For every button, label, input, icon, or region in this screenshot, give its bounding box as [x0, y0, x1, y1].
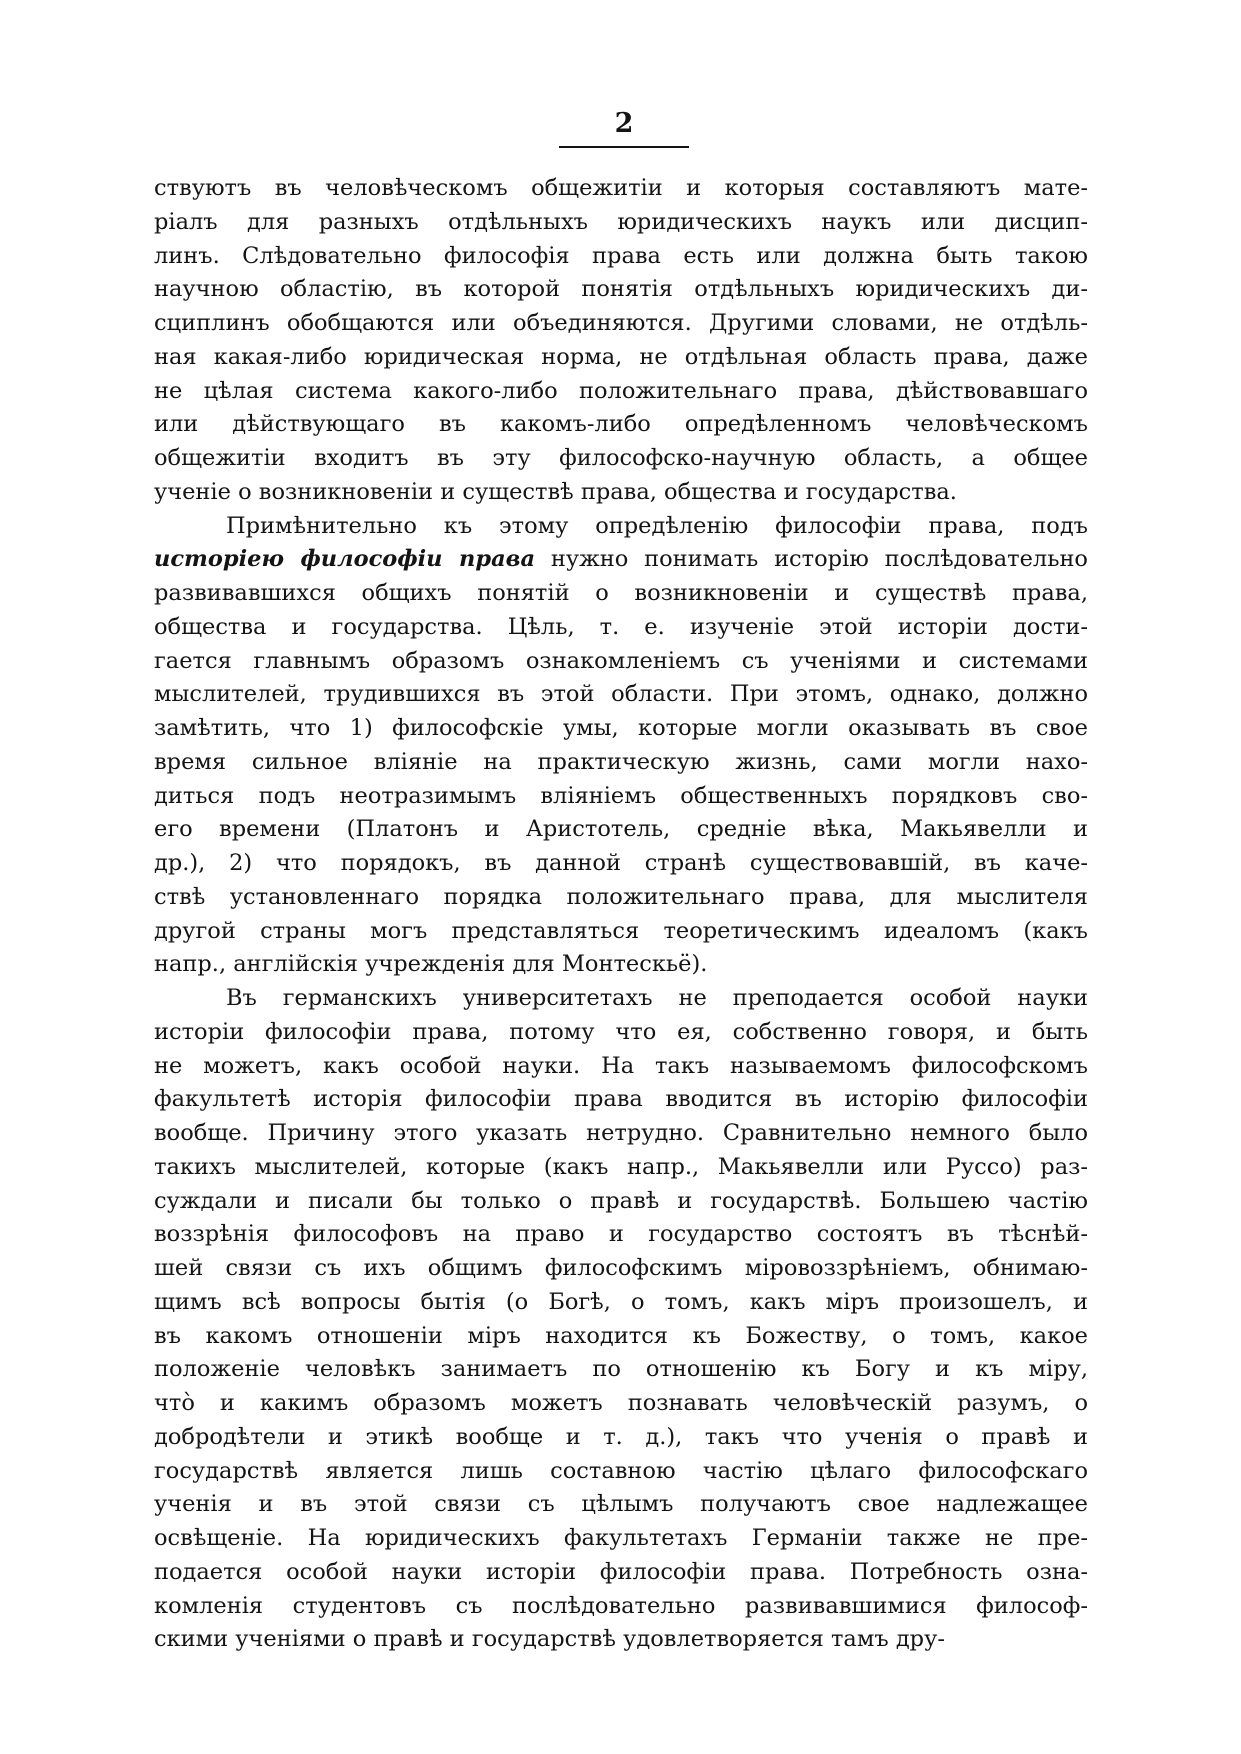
text-line: суждали и писали бы только о правѣ и государствѣ. Большею частію — [154, 1187, 1088, 1214]
text-segment: нужно понимать исторію послѣдовательно — [535, 546, 1088, 573]
text-line: общежитіи входитъ въ эту философско-научную область, а общее — [154, 445, 1088, 471]
text-line: или дѣйствующаго въ какомъ-либо опредѣленномъ человѣческомъ — [154, 411, 1088, 438]
paragraph — [154, 510, 1088, 983]
text-line: ученія и въ этой связи съ цѣлымъ получаютъ свое надлежащее — [154, 1491, 1088, 1518]
text-line: гается главнымъ образомъ ознакомленіемъ съ ученіями и системами — [154, 647, 1088, 674]
text-line: ная какая-либо юридическая норма, не отдѣльная область права, даже — [154, 343, 1088, 370]
text-line: научною областію, въ которой понятія отдѣльныхъ юридическихъ ди- — [154, 276, 1088, 303]
text-line: ріалъ для разныхъ отдѣльныхъ юридическихъ наукъ или дисцип- — [154, 208, 1088, 235]
text-line: освѣщеніе. На юридическихъ факультетахъ Германіи также не пре- — [154, 1525, 1088, 1551]
text-line: др.), 2) что порядокъ, въ данной странѣ существовавшій, въ каче- — [154, 850, 1088, 876]
text-line — [154, 543, 1088, 577]
page-number-rule — [559, 146, 689, 148]
italic-term: исторіею философіи права — [154, 546, 536, 573]
text-line: ствѣ установленнаго порядка положительнаго права, для мыслителя — [154, 883, 1088, 910]
paragraph — [154, 172, 1088, 510]
text-line: ствуютъ въ человѣческомъ общежитіи и которыя составляютъ мате- — [154, 175, 1088, 201]
text-line: въ какомъ отношеніи міръ находится къ Божеству, о томъ, какое — [154, 1322, 1088, 1349]
text-line: Примѣнительно къ этому опредѣленію философіи права, подъ — [226, 512, 1088, 539]
page-number: 2 — [614, 108, 634, 139]
text-line: положеніе человѣкъ занимаетъ по отношенію къ Богу и къ міру, — [154, 1356, 1088, 1383]
text-line: Въ германскихъ университетахъ не преподается особой науки — [226, 985, 1088, 1011]
text-line: мыслителей, трудившихся въ этой области. При этомъ, однако, должно — [154, 681, 1088, 708]
text-line: замѣтить, что 1) философскіе умы, которые могли оказывать въ свое — [154, 715, 1088, 741]
text-line: исторіи философіи права, потому что ея, собственно говоря, и быть — [154, 1018, 1088, 1045]
text-line: воззрѣнія философовъ на право и государство состоятъ въ тѣснѣй- — [154, 1221, 1088, 1248]
text-line: не можетъ, какъ особой науки. На такъ называемомъ философскомъ — [154, 1052, 1088, 1079]
text-line: общества и государства. Цѣль, т. е. изученіе этой исторіи дости- — [154, 613, 1088, 640]
text-line: щимъ всѣ вопросы бытія (о Богѣ, о томъ, какъ міръ произошелъ, и — [154, 1288, 1088, 1315]
text-line: диться подъ неотразимымъ вліяніемъ общественныхъ порядковъ сво- — [154, 782, 1088, 809]
text-line: сциплинъ обобщаются или объединяются. Другими словами, не отдѣль- — [154, 310, 1088, 336]
text-line: скими ученіями о правѣ и государствѣ удовлетворяется тамъ дру- — [154, 1626, 945, 1653]
text-line: развивавшихся общихъ понятій о возникновеніи и существѣ права, — [154, 580, 1088, 606]
text-line: время сильное вліяніе на практическую жизнь, сами могли нахо- — [154, 748, 1088, 775]
text-line: его времени (Платонъ и Аристотель, средніе вѣка, Макьявелли и — [154, 816, 1088, 843]
text-line: линъ. Слѣдовательно философія права есть или должна быть такою — [154, 242, 1088, 269]
text-line: шей связи съ ихъ общимъ философскимъ міровоззрѣніемъ, обнимаю- — [154, 1255, 1088, 1281]
text-line: факультетѣ исторія философіи права вводится въ исторію философіи — [154, 1086, 1088, 1113]
text-line: добродѣтели и этикѣ вообще и т. д.), такъ что ученія о правѣ и — [154, 1423, 1088, 1450]
text-line: другой страны могъ представляться теоретическимъ идеаломъ (какъ — [154, 917, 1088, 944]
text-line: напр., англійскія учрежденія для Монтескьё). — [154, 951, 708, 978]
text-line: подается особой науки исторіи философіи права. Потребность озна- — [154, 1558, 1088, 1585]
text-line: ученіе о возникновеніи и существѣ права, общества и государства. — [154, 478, 957, 505]
body-text — [154, 172, 1088, 1657]
paragraph — [154, 982, 1088, 1657]
text-line: комленія студентовъ съ послѣдовательно развивавшимися философ- — [154, 1592, 1088, 1619]
text-line: государствѣ является лишь составною частію цѣлаго философскаго — [154, 1457, 1088, 1484]
text-line: не цѣлая система какого-либо положительнаго права, дѣйствовавшаго — [154, 377, 1088, 404]
text-line: что̀ и какимъ образомъ можетъ познавать человѣческій разумъ, о — [154, 1390, 1088, 1416]
text-line: такихъ мыслителей, которые (какъ напр., Макьявелли или Руссо) раз- — [154, 1153, 1088, 1180]
text-line: вообще. Причину этого указать нетрудно. Сравнительно немного было — [154, 1120, 1088, 1146]
